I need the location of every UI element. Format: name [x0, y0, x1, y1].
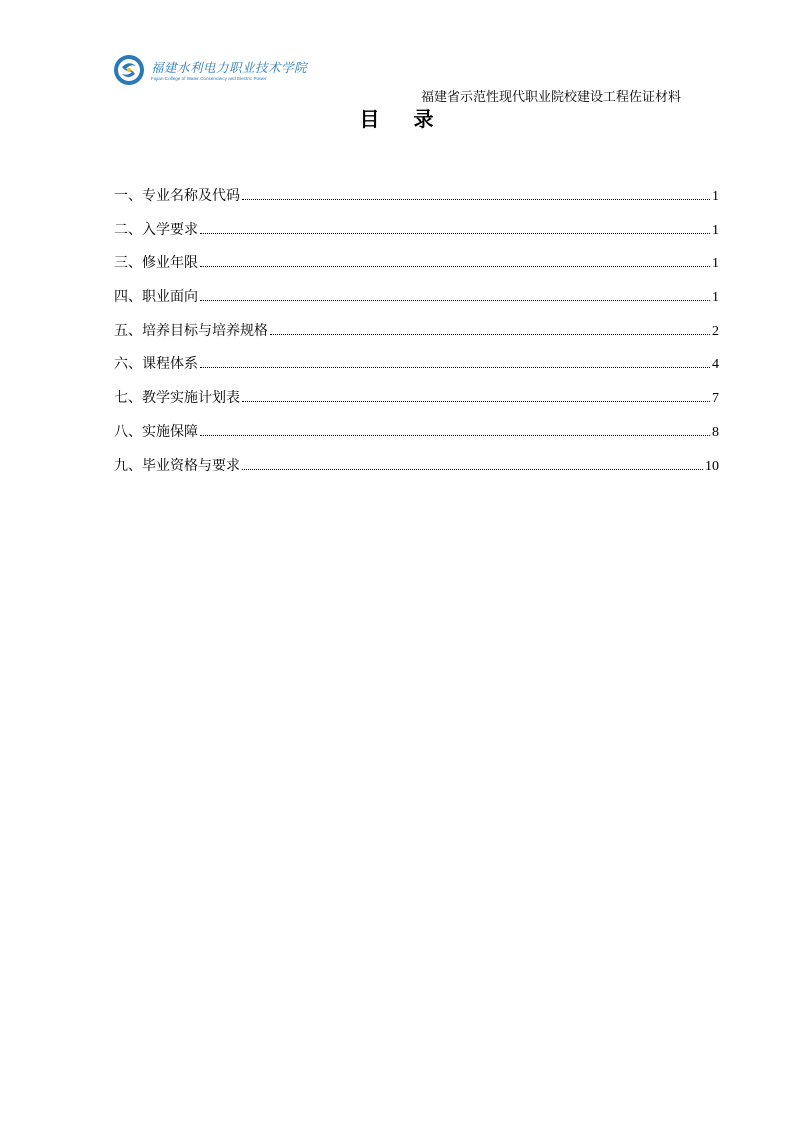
toc-entry-page: 10: [705, 458, 719, 474]
toc-entry-label: 八、实施保障: [114, 423, 198, 440]
toc-entry-page: 1: [712, 290, 719, 306]
toc-entry-page: 8: [712, 424, 719, 440]
toc-entry[interactable]: [114, 185, 719, 219]
college-emblem-icon: [113, 54, 145, 86]
toc-entry-label: 一、专业名称及代码: [114, 188, 240, 204]
toc-entry-page: 1: [712, 256, 719, 272]
toc-entry[interactable]: [114, 320, 719, 354]
toc-leader-dots: [242, 469, 703, 470]
toc-title: 目录: [359, 107, 468, 131]
toc-entry-page: 7: [712, 391, 719, 407]
toc-leader-dots: [200, 266, 710, 267]
toc-entry-label: 六、课程体系: [114, 356, 198, 373]
toc-entry[interactable]: [114, 219, 719, 253]
toc-entry-label: 二、入学要求: [114, 221, 198, 238]
toc-entry-page: 4: [712, 357, 719, 373]
toc-entry-page: 1: [712, 189, 719, 204]
logo-chinese-name: 福建水利电力职业技术学院: [151, 60, 308, 75]
toc-leader-dots: [200, 435, 710, 436]
toc-entry[interactable]: [114, 421, 719, 455]
toc-entry-page: 2: [712, 323, 719, 339]
toc-leader-dots: [242, 401, 710, 402]
toc-entry[interactable]: [114, 252, 719, 286]
college-logo: [113, 52, 308, 92]
toc-leader-dots: [242, 199, 710, 200]
toc-entry-label: 五、培养目标与培养规格: [114, 322, 268, 339]
toc-entry-label: 九、毕业资格与要求: [114, 457, 240, 474]
document-header-title: 福建省示范性现代职业院校建设工程佐证材料: [420, 90, 681, 105]
toc-leader-dots: [200, 367, 710, 368]
toc-leader-dots: [200, 300, 710, 301]
toc-entry-label: 三、修业年限: [114, 255, 198, 272]
toc-entry-page: 1: [712, 222, 719, 238]
logo-english-name: Fujian College of Water Conservancy and Electric Power: [151, 76, 267, 81]
toc-entry[interactable]: [114, 387, 719, 421]
table-of-contents: [114, 185, 719, 488]
toc-leader-dots: [200, 233, 710, 234]
toc-entry[interactable]: [114, 286, 719, 320]
toc-entry[interactable]: [114, 353, 719, 387]
toc-entry-label: 七、教学实施计划表: [114, 390, 240, 407]
toc-leader-dots: [270, 334, 710, 335]
toc-entry-label: 四、职业面向: [114, 289, 198, 306]
toc-entry[interactable]: [114, 455, 719, 489]
